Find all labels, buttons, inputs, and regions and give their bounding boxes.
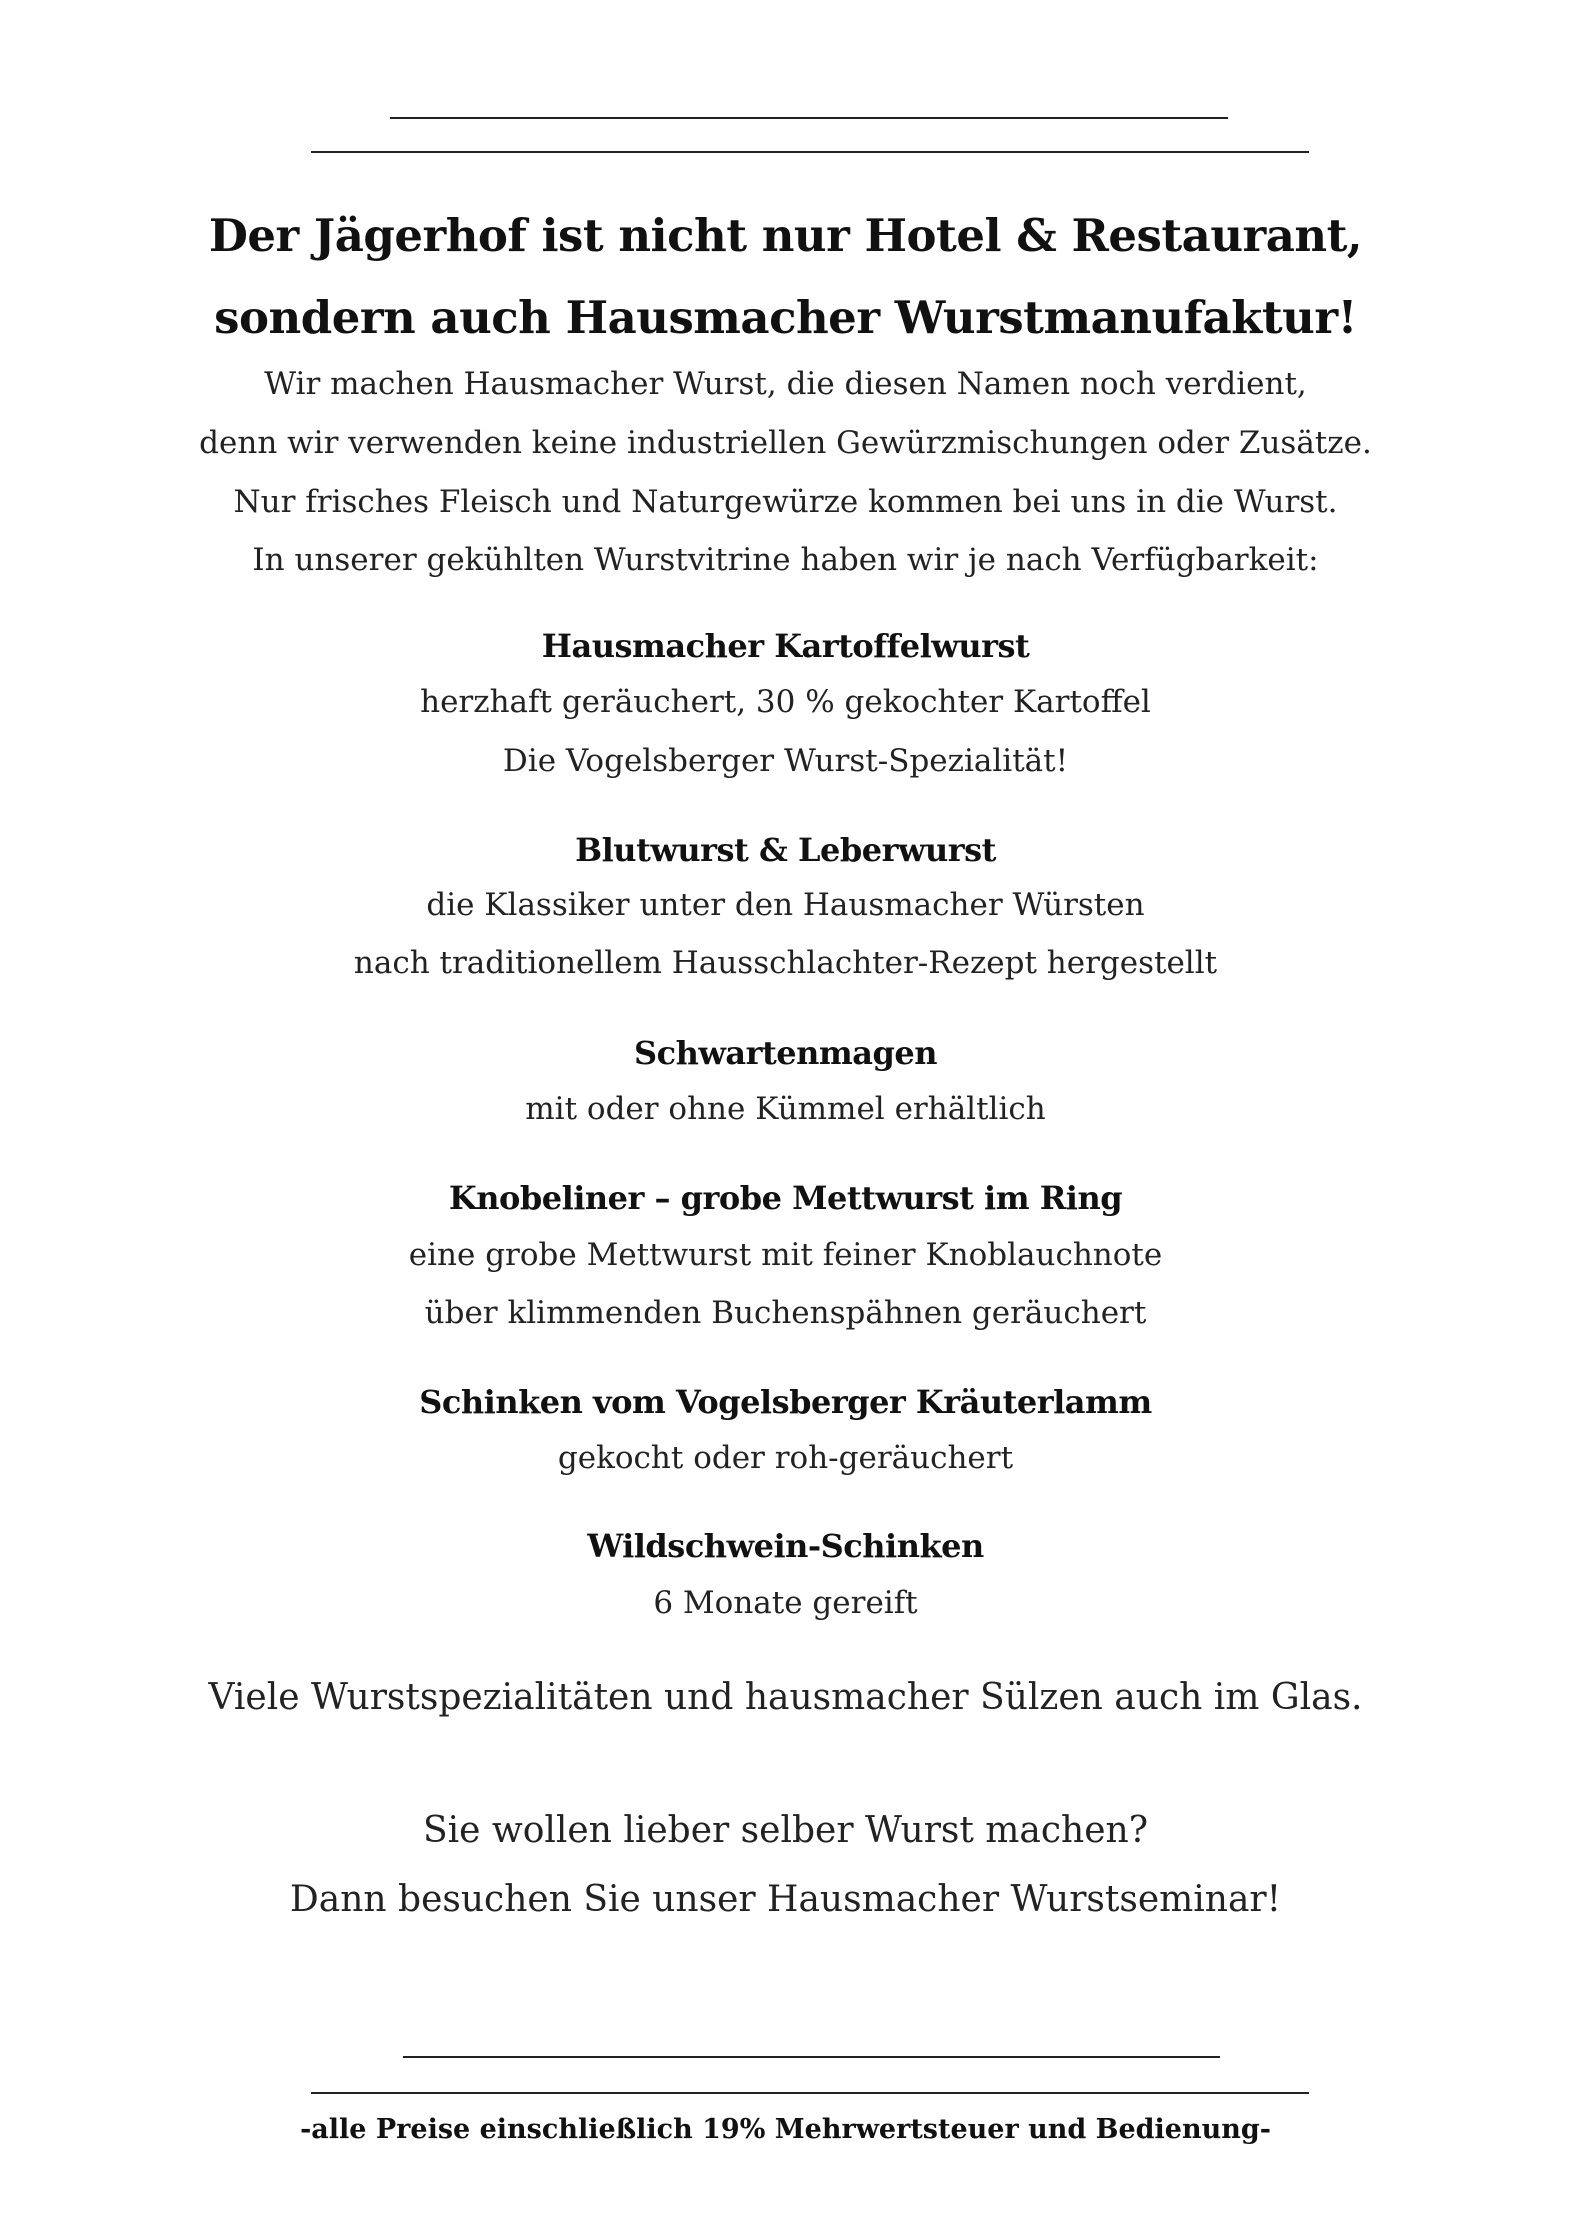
item-desc-blutwurst-2: nach traditionellem Hausschlachter-Rezept hergestellt	[353, 945, 1218, 981]
item-title-blutwurst-leberwurst: Blutwurst & Leberwurst	[575, 831, 996, 869]
intro-line-1: Wir machen Hausmacher Wurst, die diesen Namen noch verdient,	[264, 366, 1307, 402]
headline-line-1: Der Jägerhof ist nicht nur Hotel & Restaurant,	[208, 209, 1363, 262]
item-title-kraeuterlamm: Schinken vom Vogelsberger Kräuterlamm	[419, 1383, 1152, 1421]
closing-glass: Viele Wurstspezialitäten und hausmacher Sülzen auch im Glas.	[208, 1677, 1363, 1718]
item-desc-schwartenmagen: mit oder ohne Kümmel erhältlich	[525, 1091, 1046, 1127]
item-desc-blutwurst-1: die Klassiker unter den Hausmacher Würsten	[426, 887, 1145, 923]
top-divider-short	[390, 117, 1228, 119]
item-title-kartoffelwurst: Hausmacher Kartoffelwurst	[541, 627, 1030, 665]
closing-seminar: Dann besuchen Sie unser Hausmacher Wurstseminar!	[289, 1879, 1282, 1920]
price-footnote: -alle Preise einschließlich 19% Mehrwertsteuer und Bedienung-	[300, 2114, 1271, 2145]
item-desc-knobeliner-1: eine grobe Mettwurst mit feiner Knoblauchnote	[408, 1237, 1163, 1273]
item-desc-wildschwein: 6 Monate gereift	[653, 1585, 918, 1621]
intro-line-4: In unserer gekühlten Wurstvitrine haben wir je nach Verfügbarkeit:	[252, 542, 1319, 578]
bottom-divider-long	[311, 2092, 1309, 2094]
item-desc-knobeliner-2: über klimmenden Buchenspähnen geräuchert	[424, 1295, 1147, 1331]
item-title-knobeliner: Knobeliner – grobe Mettwurst im Ring	[448, 1179, 1123, 1217]
item-desc-kartoffelwurst-1: herzhaft geräuchert, 30 % gekochter Kartoffel	[420, 684, 1151, 720]
item-desc-kartoffelwurst-2: Die Vogelsberger Wurst-Spezialität!	[502, 743, 1069, 779]
closing-question: Sie wollen lieber selber Wurst machen?	[422, 1810, 1149, 1851]
item-desc-kraeuterlamm: gekocht oder roh-geräuchert	[557, 1440, 1014, 1476]
intro-line-2: denn wir verwenden keine industriellen Gewürzmischungen oder Zusätze.	[199, 425, 1372, 461]
item-title-wildschwein: Wildschwein-Schinken	[587, 1527, 984, 1565]
item-title-schwartenmagen: Schwartenmagen	[634, 1034, 937, 1072]
bottom-divider-short	[403, 2056, 1220, 2058]
headline-line-2: sondern auch Hausmacher Wurstmanufaktur!	[214, 291, 1357, 344]
top-divider-long	[311, 151, 1309, 153]
intro-line-3: Nur frisches Fleisch und Naturgewürze kommen bei uns in die Wurst.	[233, 484, 1338, 520]
